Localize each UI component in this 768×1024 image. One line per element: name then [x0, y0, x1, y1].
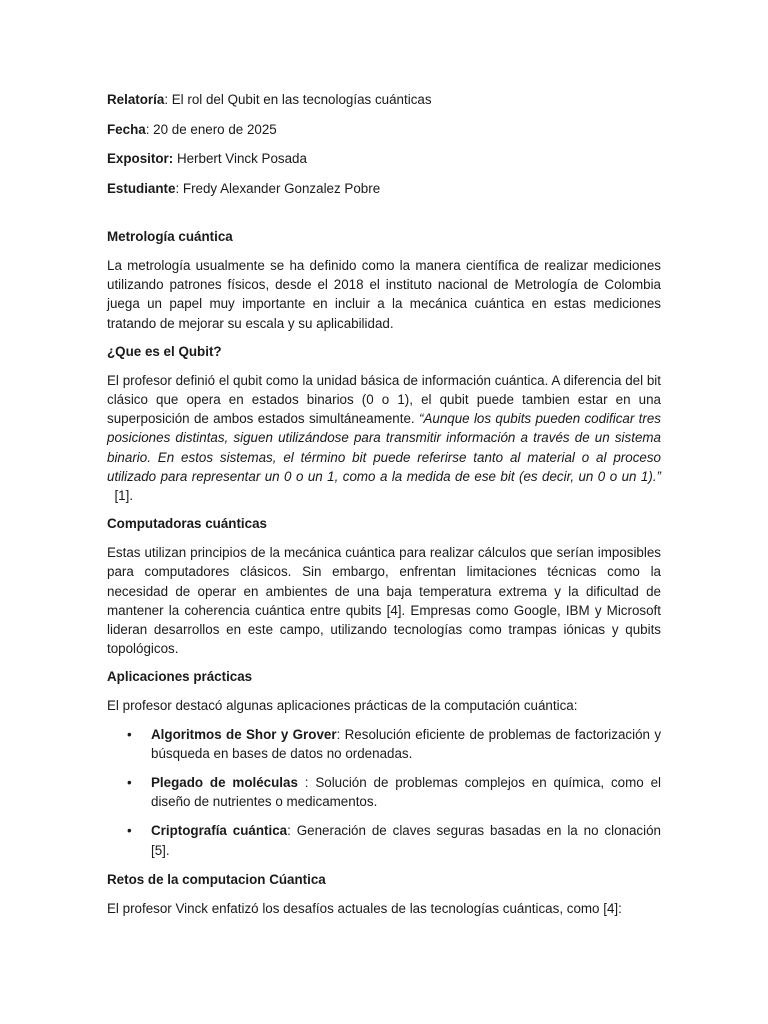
qubit-quote: “Aunque los qubits pueden codificar tres posiciones distintas, siguen utilizándose para transmitir información a través de un sistema binario. En estos sistemas, el término bit puede referirse tanto al material o al proceso utilizado para representar un 0 o un 1, como a la medida de ese bit (es decir, un 0 o un 1).”	[107, 411, 661, 484]
relatoria-line	[107, 90, 661, 110]
qubit-heading: ¿Que es el Qubit?	[107, 343, 222, 359]
section-spacer	[107, 208, 661, 227]
list-item-title: Criptografía cuántica	[151, 823, 288, 839]
list-item	[107, 773, 665, 811]
metrologia-heading: Metrología cuántica	[107, 229, 233, 244]
metrologia-paragraph: La metrología usualmente se ha definido como la manera científica de realizar mediciones utilizando patrones físicos, desde el 2018 el instituto nacional de Metrología de Colombia juega un papel muy importante en incluir a la mecánica cuántica en estas mediciones tratando de mejorar su escala y su aplicabilidad.	[107, 258, 661, 331]
relatoria-label: Relatoría	[107, 92, 165, 107]
qubit-text: El profesor definió el qubit como la unidad básica de información cuántica. A diferencia del bit clásico que opera en estados binarios (0 o 1), el qubit puede tambien estar en una superposición de ambos estados simultáneamente.	[107, 372, 661, 427]
qubit-reference: [1].	[107, 488, 134, 504]
document-page	[107, 90, 665, 927]
fecha-line	[107, 120, 661, 140]
list-item-text: : Resolución eficiente de problemas de factorización y búsqueda en bases de datos no ordenadas.	[151, 726, 662, 761]
computadoras-heading: Computadoras cuánticas	[107, 516, 267, 532]
expositor-label: Expositor:	[107, 151, 174, 166]
bullet-icon: •	[127, 775, 132, 791]
aplicaciones-intro: El profesor destacó algunas aplicaciones prácticas de la computación cuántica:	[107, 698, 578, 714]
list-item-title: Plegado de moléculas	[151, 775, 298, 791]
estudiante-label: Estudiante	[107, 180, 176, 196]
relatoria-value: : El rol del Qubit en las tecnologías cuánticas	[164, 92, 432, 107]
bullet-icon: •	[127, 823, 132, 839]
computadoras-paragraph: Estas utilizan principios de la mecánica cuántica para realizar cálculos que serían imposibles para computadores clásicos. Sin embargo, enfrentan limitaciones técnicas como la necesidad de operar en ambientes de una baja temperatura extrema y la dificultad de mantener la coherencia cuántica entre qubits [4]. Empresas como Google, IBM y Microsoft lideran desarrollos en este campo, utilizando tecnologías como trampas iónicas y qubits topológicos.	[107, 545, 661, 657]
estudiante-line	[107, 179, 661, 199]
list-item-title: Algoritmos de Shor y Grover	[151, 726, 337, 742]
bullet-icon: •	[127, 726, 132, 742]
aplicaciones-heading: Aplicaciones prácticas	[107, 669, 253, 685]
estudiante-value: : Fredy Alexander Gonzalez Pobre	[175, 180, 381, 196]
retos-paragraph: El profesor Vinck enfatizó los desafíos actuales de las tecnologías cuánticas, como [4]:	[107, 900, 622, 916]
qubit-paragraph	[107, 371, 661, 505]
list-item	[107, 821, 661, 859]
expositor-value: Herbert Vinck Posada	[173, 151, 307, 166]
list-item-text: : Solución de problemas complejos en química, como el diseño de nutrientes o medicamentos.	[151, 775, 665, 810]
expositor-line	[107, 149, 661, 169]
fecha-value: : 20 de enero de 2025	[145, 121, 277, 137]
list-item-text: : Generación de claves seguras basadas en la no clonación [5].	[151, 823, 661, 858]
list-item	[107, 725, 661, 763]
retos-heading: Retos de la computacion Cúantica	[107, 871, 326, 887]
aplicaciones-list	[107, 725, 665, 860]
fecha-label: Fecha	[107, 121, 146, 137]
